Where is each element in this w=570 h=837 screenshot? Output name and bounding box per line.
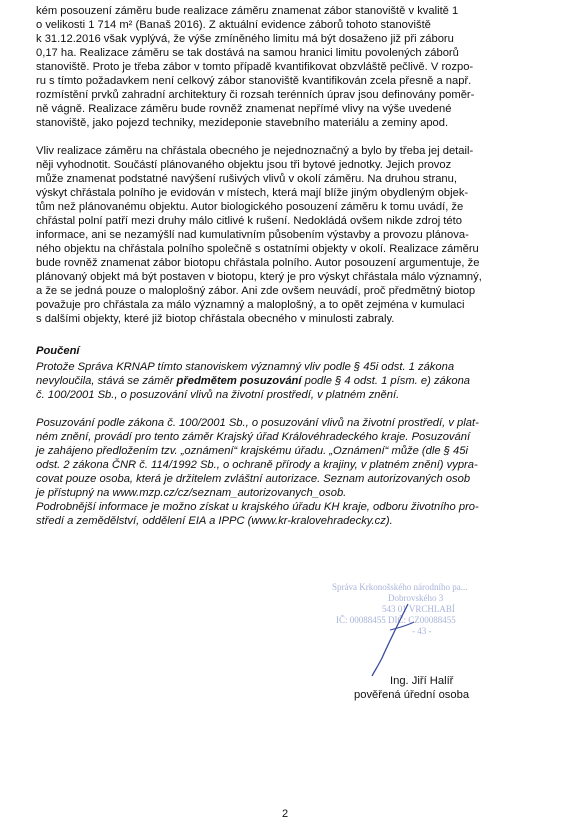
signer-name: Ing. Jiří Halíř	[390, 675, 454, 687]
text-line: informace, ani se nezamýšlí nad kumulativním působením výstavby a provozu plánova-	[36, 229, 469, 241]
text-line: odst. 2 zákona ČNR č. 114/1992 Sb., o ochraně přírody a krajiny, v platném znění) vypra-	[36, 459, 478, 471]
text-line: k 31.12.2016 však vyplývá, že výše zmíněného limitu má být dosaženo již při záboru	[36, 33, 454, 45]
text-fragment: podle § 4 odst. 1 písm. e) zákona	[301, 375, 471, 387]
section-heading-pouceni: Poučení	[36, 345, 80, 357]
text-line: plánovaný objekt má být postaven v biotopu, který je pro výskyt chřástala málo významný,	[36, 271, 482, 283]
text-line: je zahájeno předložením tzv. „oznámení“ krajskému úřadu. „Oznámení“ může (dle § 45i	[36, 445, 468, 457]
text-line: něji vyhodnotit. Součástí plánovaného objektu jsou tři bytové jednotky. Jejich provoz	[36, 159, 452, 171]
text-line: s dalšími objekty, které již biotop chřástala obecného v minulosti zabraly.	[36, 313, 395, 325]
text-line: ně vágně. Realizace záměru bude rovněž znamenat nepřímé vlivy na výše uvedené	[36, 103, 452, 115]
text-line: středí a zemědělství, oddělení EIA a IPPC (www.kr-kralovehradecky.cz).	[36, 515, 393, 527]
text-line: bude rovněž znamenat zábor biotopu chřástala polního. Autor posouzení argumentuje, že	[36, 257, 480, 269]
stamp-line: IČ: 00088455 DIČ: CZ00088455	[336, 615, 456, 625]
signature-mark	[368, 600, 428, 680]
paragraph-pouceni-intro	[36, 360, 556, 402]
text-line: výskyt chřástala polního je evidován v místech, která mají blíže jiným obydleným objek-	[36, 187, 469, 199]
paragraph-corncrake	[36, 144, 556, 326]
emphasis-text: předmětem posuzování	[176, 375, 302, 387]
text-line: Protože Správa KRNAP tímto stanoviskem významný vliv podle § 45i odst. 1 zákona	[36, 361, 455, 373]
text-line: covat pouze osoba, která je držitelem zvláštní autorizace. Seznam autorizovaných osob	[36, 473, 471, 485]
stamp-line: 543 01 VRCHLABÍ	[382, 604, 455, 614]
official-stamp	[330, 582, 530, 682]
paragraph-pouceni-info	[36, 500, 556, 528]
text-line: kém posouzení záměru bude realizace záměru znamenat zábor stanoviště v kvalitě 1	[36, 5, 459, 17]
text-line: považuje pro chřástala za málo významný a maloplošný, a to opět zejména v kumulaci	[36, 299, 465, 311]
text-line: Podrobnější informace je možno získat u krajského úřadu KH kraje, odboru životního pro-	[36, 501, 479, 513]
text-line: chřástal polní patří mezi druhy málo citlivé k rušení. Nedokládá ovšem nikde zdroj této	[36, 215, 462, 227]
page-number: 2	[281, 808, 289, 820]
text-line: a že se jedná pouze o maloplošný zábor. Ani zde ovšem neuvádí, proč předmětný biotop	[36, 285, 476, 297]
text-line: je přístupný na www.mzp.cz/cz/seznam_autorizovanych_osob.	[36, 487, 347, 499]
paragraph-pouceni-procedure	[36, 416, 556, 500]
text-line	[36, 374, 556, 388]
paragraph-habitat	[36, 4, 556, 130]
text-line: Vliv realizace záměru na chřástala obecného je nejednoznačný a bylo by třeba jej detail-	[36, 145, 474, 157]
text-line: Posuzování podle zákona č. 100/2001 Sb., o posuzování vlivů na životní prostředí, v plat-	[36, 417, 479, 429]
signer-role: pověřená úřední osoba	[354, 689, 470, 701]
document-page	[36, 0, 556, 528]
text-line: č. 100/2001 Sb., o posuzování vlivů na životní prostředí, v platném znění.	[36, 389, 400, 401]
text-line: rozmístění prvků zahradní architektury či rozsah terénních úprav jsou definovány poměr-	[36, 89, 475, 101]
stamp-line: Dobrovského 3	[388, 593, 444, 603]
text-fragment: nevyloučila, stává se záměr	[36, 375, 177, 387]
stamp-line: - 43 -	[412, 626, 432, 636]
text-line: ru s tímto požadavkem není celkový zábor stanoviště kvantifikován zcela přesně a např.	[36, 75, 472, 87]
text-line: o velikosti 1 714 m² (Banaš 2016). Z aktuální evidence záborů tohoto stanoviště	[36, 19, 431, 31]
text-line: stanoviště, jako pojezd techniky, mezideponie stavebního materiálu a zeminy apod.	[36, 117, 449, 129]
text-line: tům než plánovanému objektu. Autor biologického posouzení záměru k tomu uvádí, že	[36, 201, 464, 213]
text-line: ného objektu na chřástala polního společně s ostatními objekty v okolí. Realizace záměru	[36, 243, 479, 255]
text-line: 0,17 ha. Realizace záměru se tak dostává na samou hranici limitu povolených záborů	[36, 47, 459, 59]
text-line: ném znění, provádí pro tento záměr Krajský úřad Královéhradeckého kraje. Posuzování	[36, 431, 471, 443]
text-line: stanoviště. Proto je třeba zábor v tomto případě kvantifikovat obzvláště pečlivě. V rozpo-	[36, 61, 474, 73]
text-line: může znamenat podstatné navýšení rušivých vlivů v okolí záměru. Na druhou stranu,	[36, 173, 457, 185]
stamp-line: Správa Krkonošského národního pa...	[332, 582, 468, 592]
